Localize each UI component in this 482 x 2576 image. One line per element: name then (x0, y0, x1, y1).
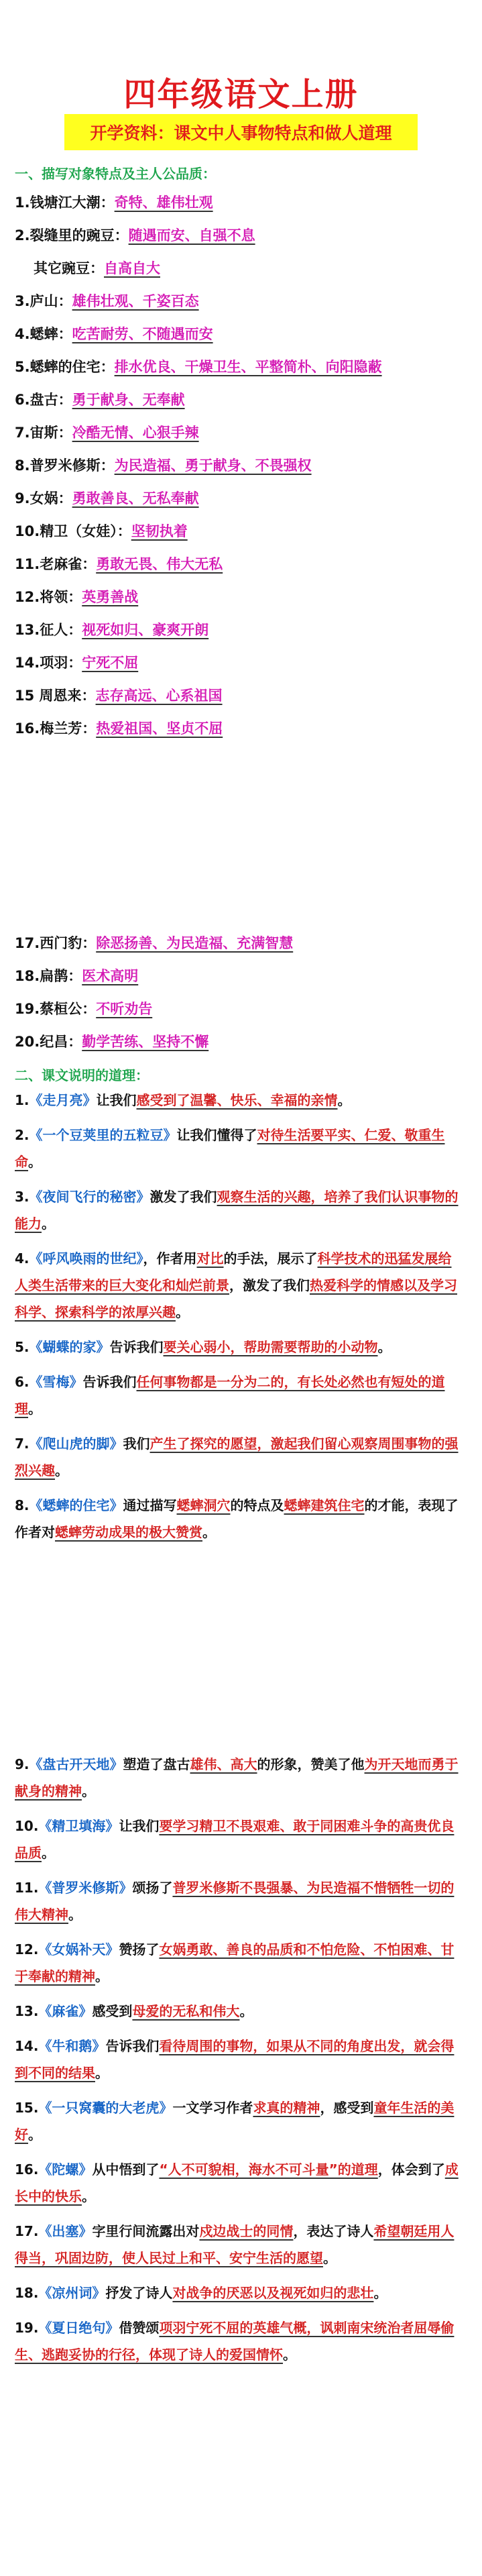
section1-heading: 一、描写对象特点及主人公品质： (15, 166, 216, 182)
lesson-paragraph (15, 1334, 463, 1360)
paragraph-text: 一文学习作者 (172, 2100, 253, 2116)
paragraph-text: 通过描写 (123, 1497, 177, 1513)
key-point: “人不可貌相，海水不可斗量”的道理 (159, 2161, 378, 2178)
paragraph-text: 。 (42, 1216, 55, 1232)
trait-item (15, 612, 463, 645)
key-point: 对战争的厌恶以及视死如归的悲壮 (172, 2285, 374, 2301)
section2-heading: 二、课文说明的道理： (15, 1067, 149, 1083)
key-point: 求真的精神 (253, 2100, 320, 2116)
paragraph-text: 8. (15, 1497, 29, 1513)
paragraph-text: 。 (373, 2285, 387, 2301)
paragraph-text: ，感受到 (320, 2100, 374, 2116)
paragraph-text: 。 (95, 1968, 109, 1984)
trait-item (15, 448, 463, 481)
paragraph-text: 告诉我们 (105, 2038, 160, 2054)
lesson-title: 《牛和鹅》 (38, 2038, 106, 2054)
trait-item (15, 645, 463, 678)
key-point: 科学技术的迅猛发展给人类生活带来的巨大变化和灿烂前景 (15, 1250, 452, 1293)
trait-description: 医术高明 (82, 967, 139, 984)
trait-item (15, 1024, 463, 1057)
paragraph-text: 11. (15, 1880, 39, 1896)
lesson-paragraph (15, 2218, 463, 2271)
trait-item (15, 678, 463, 711)
trait-item (15, 481, 463, 514)
trait-item (15, 284, 463, 317)
key-point: 项羽宁死不屈的英雄气概，讽刺南宋统治者屈辱偷生、逃跑妥协的行径，体现了诗人的爱国情怀 (15, 2320, 455, 2363)
key-point: 感受到了温馨、快乐、幸福的亲情 (136, 1092, 338, 1108)
paragraph-text: 。 (337, 1092, 351, 1108)
paragraph-text: 的手法，展示了 (223, 1250, 318, 1267)
lesson-title: 《凉州词》 (38, 2285, 106, 2301)
key-point: 普罗米修斯不畏强暴、为民造福不惜牺牲一切的伟大精神 (15, 1880, 455, 1923)
lesson-paragraph (15, 2314, 463, 2368)
paragraph-text: 借赞颂 (119, 2320, 160, 2336)
trait-description: 英勇善战 (82, 588, 139, 605)
paragraph-text: ，激发了我们 (229, 1277, 310, 1293)
trait-item (15, 317, 463, 350)
lesson-title: 《陀螺》 (38, 2161, 93, 2178)
key-point: 女娲勇敢、善良的品质和不怕危险、不怕困难、甘于奉献的精神 (15, 1941, 455, 1984)
paragraph-text: 3. (15, 1189, 29, 1205)
trait-subject: 7.宙斯： (15, 424, 72, 441)
lesson-paragraph (15, 1751, 463, 1805)
key-point: 为开天地而勇于献身的精神 (15, 1756, 459, 1799)
trait-item (15, 382, 463, 415)
trait-subject: 5.蟋蟀的住宅： (15, 358, 115, 375)
key-point: 要学习精卫不畏艰难、敢于同困难斗争的高贵优良品质 (15, 1818, 455, 1861)
trait-subject: 1.钱塘江大潮： (15, 194, 115, 211)
paragraph-text: 塑造了盘古 (123, 1756, 190, 1772)
lesson-paragraph (15, 1936, 463, 1990)
lesson-paragraph (15, 1183, 463, 1237)
paragraph-text: 感受到 (92, 2003, 133, 2019)
trait-description: 为民造福、勇于献身、不畏强权 (114, 457, 312, 474)
paragraph-text: 。 (28, 2127, 42, 2143)
trait-subject: 12.将领： (15, 588, 82, 605)
trait-item (15, 251, 463, 284)
lesson-paragraph (15, 1492, 463, 1546)
paragraph-text: 告诉我们 (82, 1374, 137, 1390)
lesson-paragraph (15, 1087, 463, 1114)
trait-list-part1 (15, 185, 463, 744)
paragraph-text: 13. (15, 2003, 39, 2019)
key-point: 看待周围的事物，如果从不同的角度出发，就会得到不同的结果 (15, 2038, 455, 2081)
paragraph-text: 。 (377, 1339, 391, 1355)
paragraph-text: 。 (28, 1401, 42, 1417)
trait-subject: 19.蔡桓公： (15, 1000, 97, 1017)
lesson-paragraph (15, 1874, 463, 1928)
paragraph-text: 。 (28, 1154, 42, 1170)
trait-item (15, 580, 463, 612)
paragraph-text: 激发了我们 (149, 1189, 217, 1205)
trait-description: 勤学苦练、坚持不懈 (82, 1033, 209, 1050)
paragraph-text: 17. (15, 2223, 39, 2239)
trait-subject: 8.普罗米修斯： (15, 457, 115, 474)
paragraph-text: 10. (15, 1818, 39, 1834)
trait-subject: 其它豌豆： (34, 260, 104, 276)
lesson-paragraph (15, 2033, 463, 2086)
trait-description: 视死如归、豪爽开朗 (82, 621, 209, 638)
lesson-title: 《走月亮》 (29, 1092, 97, 1108)
paragraph-text: 。 (95, 2065, 109, 2081)
trait-item (15, 415, 463, 448)
trait-description: 雄伟壮观、千姿百态 (72, 292, 199, 309)
trait-description: 勇敢善良、无私奉献 (72, 490, 199, 506)
trait-subject: 17.西门豹： (15, 934, 97, 951)
lesson-title: 《一个豆荚里的五粒豆》 (29, 1127, 177, 1143)
lesson-title: 《一只窝囊的大老虎》 (38, 2100, 173, 2116)
lesson-paragraph (15, 1245, 463, 1326)
paragraph-text: ，表达了诗人 (293, 2223, 374, 2239)
trait-item (15, 959, 463, 991)
trait-subject: 9.女娲： (15, 490, 72, 506)
paragraph-text: 颂扬了 (132, 1880, 173, 1896)
lesson-paragraph (15, 1122, 463, 1175)
lesson-title: 《爬山虎的脚》 (29, 1436, 123, 1452)
trait-subject: 2.裂缝里的豌豆： (15, 227, 129, 244)
lesson-title: 《麻雀》 (38, 2003, 93, 2019)
paragraph-text: 15. (15, 2100, 39, 2116)
key-point: 戍边战士的同情 (199, 2223, 294, 2239)
lesson-paragraph (15, 2279, 463, 2306)
paragraph-text: 。 (323, 2250, 337, 2266)
lesson-paragraph (15, 1368, 463, 1422)
paragraph-text: 赞扬了 (119, 1941, 160, 1957)
lesson-title: 《女娲补天》 (38, 1941, 119, 1957)
trait-item (15, 185, 463, 218)
trait-subject: 4.蟋蟀： (15, 325, 72, 342)
key-point: 热爱科学的情感以及学习科学、探索科学的浓厚兴趣 (15, 1277, 457, 1320)
lesson-list-part2 (15, 1751, 463, 2376)
paragraph-text: 18. (15, 2285, 39, 2301)
paragraph-text: 的特点及 (230, 1497, 284, 1513)
trait-description: 冷酷无情、心狠手辣 (72, 424, 199, 441)
paragraph-text: 16. (15, 2161, 39, 2178)
trait-item (15, 547, 463, 580)
trait-subject: 15 周恩来： (15, 687, 96, 704)
trait-description: 吃苦耐劳、不随遇而安 (72, 325, 213, 342)
lesson-title: 《蟋蟀的住宅》 (29, 1497, 123, 1513)
trait-subject: 14.项羽： (15, 654, 82, 671)
paragraph-text: 。 (68, 1907, 82, 1923)
lesson-paragraph (15, 2156, 463, 2210)
trait-subject: 10.精卫（女娃）： (15, 523, 131, 539)
lesson-paragraph (15, 2094, 463, 2148)
trait-description: 除恶扬善、为民造福、充满智慧 (96, 934, 294, 951)
trait-item (15, 350, 463, 382)
paragraph-text: ，体会到了 (377, 2161, 445, 2178)
lesson-list-part1 (15, 1087, 463, 1554)
lesson-title: 《呼风唤雨的世纪》 (29, 1250, 143, 1267)
trait-description: 勇于献身、无奉献 (72, 391, 185, 408)
banner-text: 开学资料：课文中人事物特点和做人道理 (90, 123, 392, 143)
paragraph-text: 。 (82, 1783, 95, 1799)
paragraph-text: 19. (15, 2320, 39, 2336)
trait-description: 勇敢无畏、伟大无私 (96, 555, 223, 572)
key-point: 希望朝廷用人得当，巩固边防，使人民过上和平、安宁生活的愿望 (15, 2223, 455, 2266)
paragraph-text: 6. (15, 1374, 29, 1390)
trait-subject: 16.梅兰芳： (15, 720, 97, 737)
paragraph-text: 9. (15, 1756, 29, 1772)
trait-item (15, 926, 463, 959)
trait-subject: 3.庐山： (15, 292, 72, 309)
key-point: 要关心弱小，帮助需要帮助的小动物 (163, 1339, 378, 1355)
trait-item (15, 991, 463, 1024)
key-point: 母爱的无私和伟大 (132, 2003, 240, 2019)
trait-subject: 13.征人： (15, 621, 82, 638)
key-point: 对比 (196, 1250, 224, 1267)
paragraph-text: 告诉我们 (109, 1339, 164, 1355)
trait-subject: 6.盘古： (15, 391, 72, 408)
paragraph-text: 。 (283, 2347, 296, 2363)
key-point: 童年生活的美好 (15, 2100, 455, 2143)
paragraph-text: 。 (55, 1462, 68, 1479)
trait-description: 随遇而安、自强不息 (128, 227, 255, 244)
trait-description: 宁死不屈 (82, 654, 139, 671)
paragraph-text: 。 (202, 1524, 216, 1540)
subtitle-banner (64, 114, 418, 150)
lesson-paragraph (15, 1430, 463, 1484)
paragraph-text: 。 (82, 2188, 95, 2204)
paragraph-text: 7. (15, 1436, 29, 1452)
paragraph-text: 。 (239, 2003, 253, 2019)
lesson-title: 《蝴蝶的家》 (29, 1339, 110, 1355)
lesson-title: 《夜间飞行的秘密》 (29, 1189, 150, 1205)
trait-subject: 18.扁鹊： (15, 967, 82, 984)
paragraph-text: 。 (176, 1304, 189, 1320)
key-point: 对待生活要平实、仁爱、敬重生命 (15, 1127, 445, 1170)
lesson-title: 《精卫填海》 (38, 1818, 119, 1834)
key-point: 蟋蟀洞穴 (176, 1497, 231, 1513)
lesson-title: 《普罗米修斯》 (38, 1880, 133, 1896)
paragraph-text: 抒发了诗人 (105, 2285, 173, 2301)
paragraph-text: 我们 (123, 1436, 150, 1452)
lesson-title: 《雪梅》 (29, 1374, 83, 1390)
paragraph-text: 2. (15, 1127, 29, 1143)
page-title: 四年级语文上册 (123, 76, 359, 113)
key-point: 蟋蟀劳动成果的极大赞赏 (55, 1524, 202, 1540)
paragraph-text: ，作者用 (143, 1250, 197, 1267)
key-point: 产生了探究的愿望，激起我们留心观察周围事物的强烈兴趣 (15, 1436, 459, 1479)
trait-subject: 11.老麻雀： (15, 555, 97, 572)
paragraph-text: 5. (15, 1339, 29, 1355)
key-point: 任何事物都是一分为二的，有长处必然也有短处的道理 (15, 1374, 445, 1417)
trait-item (15, 218, 463, 251)
key-point: 成长中的快乐 (15, 2161, 459, 2204)
lesson-title: 《夏日绝句》 (38, 2320, 119, 2336)
trait-list-part2 (15, 926, 463, 1057)
lesson-title: 《盘古开天地》 (29, 1756, 123, 1772)
key-point: 观察生活的兴趣，培养了我们认识事物的能力 (15, 1189, 459, 1232)
lesson-paragraph (15, 1813, 463, 1866)
paragraph-text: 让我们懂得了 (176, 1127, 257, 1143)
key-point: 蟋蟀建筑住宅 (284, 1497, 365, 1513)
paragraph-text: 从中悟到了 (92, 2161, 160, 2178)
trait-description: 排水优良、干燥卫生、平整简朴、向阳隐蔽 (114, 358, 382, 375)
trait-item (15, 514, 463, 547)
trait-description: 志存高远、心系祖国 (95, 687, 223, 704)
trait-description: 自高自大 (104, 260, 160, 276)
key-point: 雄伟、高大 (190, 1756, 257, 1772)
paragraph-text: 字里行间流露出对 (92, 2223, 200, 2239)
paragraph-text: 。 (42, 1845, 55, 1861)
paragraph-text: 让我们 (96, 1092, 137, 1108)
trait-description: 不听劝告 (96, 1000, 153, 1017)
paragraph-text: 的形象，赞美了他 (257, 1756, 365, 1772)
trait-description: 热爱祖国、坚贞不屈 (96, 720, 223, 737)
paragraph-text: 12. (15, 1941, 39, 1957)
trait-subject: 20.纪昌： (15, 1033, 82, 1050)
paragraph-text: 让我们 (119, 1818, 160, 1834)
lesson-paragraph (15, 1998, 463, 2025)
paragraph-text: 14. (15, 2038, 39, 2054)
trait-description: 奇特、雄伟壮观 (114, 194, 213, 211)
trait-description: 坚韧执着 (131, 523, 188, 539)
trait-item (15, 711, 463, 744)
paragraph-text: 1. (15, 1092, 29, 1108)
paragraph-text: 的才能，表现了作者对 (15, 1497, 459, 1540)
lesson-title: 《出塞》 (38, 2223, 93, 2239)
paragraph-text: 4. (15, 1250, 29, 1267)
